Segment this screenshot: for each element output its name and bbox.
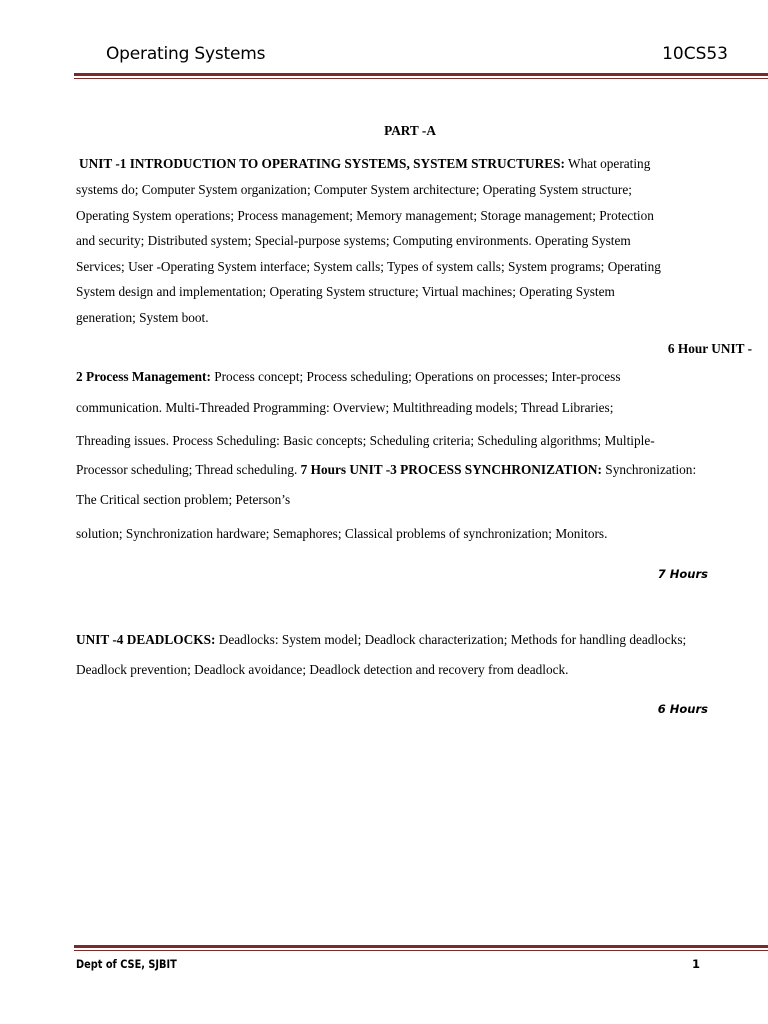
unit2-line-4-text: Processor scheduling; Thread scheduling. [76,462,298,477]
unit3-line-1-text: Synchronization: [601,462,697,477]
unit1-line-2: systems do; Computer System organization; Computer System architecture; Operating System structure; [76,182,632,197]
unit1-line-4: and security; Distributed system; Special-purpose systems; Computing environments. Operating System [76,233,631,248]
unit3-heading: 7 Hours UNIT -3 PROCESS SYNCHRONIZATION: [297,462,602,477]
unit4-line-2: Deadlock prevention; Deadlock avoidance; Deadlock detection and recovery from deadlock. [76,662,569,677]
unit1-heading: UNIT -1 INTRODUCTION TO OPERATING SYSTEMS, SYSTEM STRUCTURES: [79,156,565,171]
course-code: 10CS53 [662,44,728,64]
unit2-line-3: Threading issues. Process Scheduling: Basic concepts; Scheduling criteria; Scheduling algorithms; Multiple- [76,433,655,448]
footer-department: Dept of CSE, SJBIT [76,957,177,971]
unit1-line-3: Operating System operations; Process management; Memory management; Storage management; Protection [76,208,654,223]
unit3-hours: 7 Hours [657,567,708,581]
page-number: 1 [692,957,701,971]
unit3-line-2: The Critical section problem; Peterson’s [76,492,291,507]
unit3-line-3: solution; Synchronization hardware; Semaphores; Classical problems of synchronization; Monitors. [76,526,608,541]
unit2-line-4 [76,462,696,478]
unit1-line-7: generation; System boot. [76,310,209,325]
unit1-hours: 6 Hour UNIT - [667,341,752,356]
unit4-line-1-text: Deadlocks: System model; Deadlock characterization; Methods for handling deadlocks; [215,632,687,647]
unit2-line-1 [76,369,621,385]
footer-rule-thin [74,950,768,951]
unit1-line-5: Services; User -Operating System interface; System calls; Types of system calls; System programs; Operating [76,259,661,274]
unit1-line-6: System design and implementation; Operating System structure; Virtual machines; Operating System [76,284,615,299]
page-header [0,0,768,90]
header-rule-thick [74,73,768,76]
document-title: Operating Systems [106,44,266,64]
unit1-line-1-text: What operating [564,156,651,171]
unit2-line-2: communication. Multi-Threaded Programming: Overview; Multithreading models; Thread Libraries; [76,400,614,415]
unit2-line-1-text: Process concept; Process scheduling; Operations on processes; Inter-process [210,369,621,384]
unit4-heading: UNIT -4 DEADLOCKS: [76,632,216,647]
part-heading: PART -A [384,123,436,138]
unit4-line-1 [76,632,686,648]
unit4-hours: 6 Hours [657,702,708,716]
unit2-heading: 2 Process Management: [76,369,211,384]
footer-rule-thick [74,945,768,948]
header-rule-thin [74,78,768,79]
unit1-line-1 [79,156,650,172]
